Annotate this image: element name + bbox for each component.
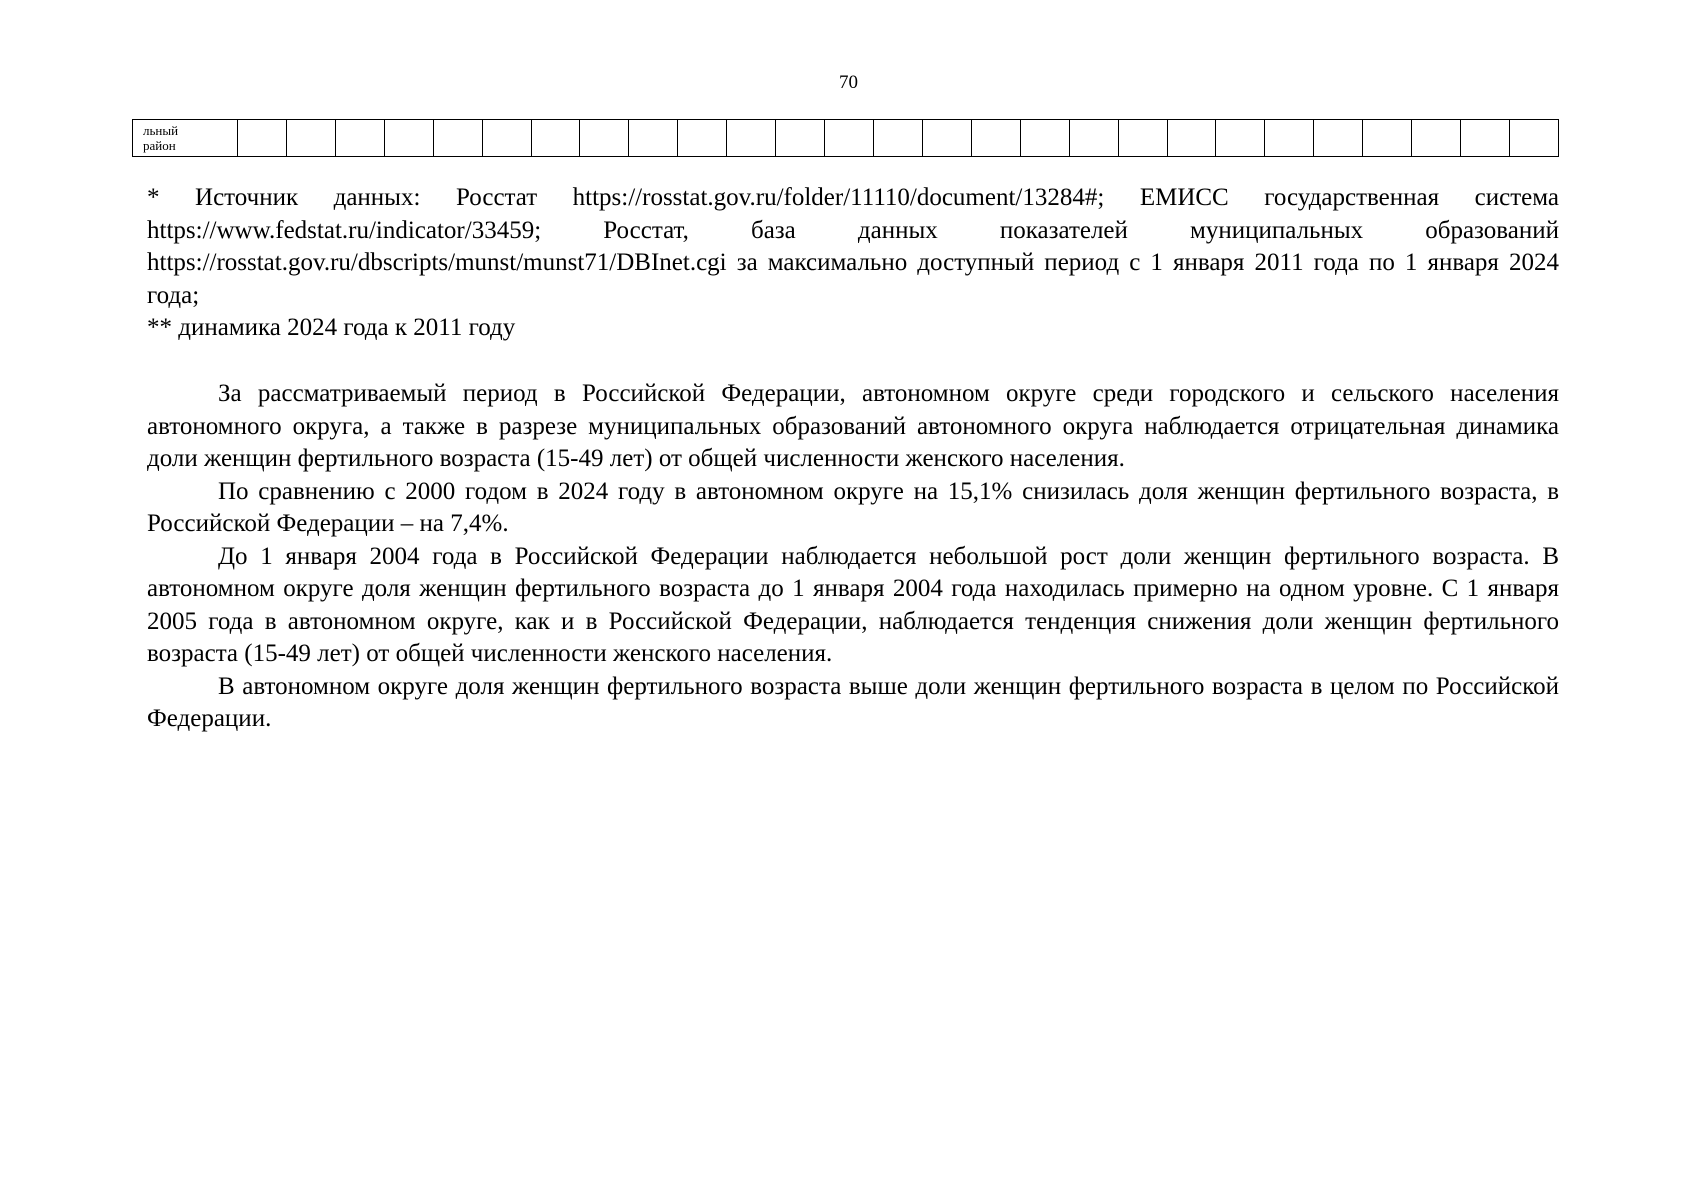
paragraph-3: До 1 января 2004 года в Российской Федерации наблюдается небольшой рост доли женщин фертильного возраста. В автономном округе доля женщин фертильного возраста до 1 января 2004 года находилась примерно на одном уровне. С 1 января 2005 года в автономном округе, как и в Российской Федерации, наблюдается тенденция снижения доли женщин фертильного возраста (15-49 лет) от общей численности женского населения. (147, 542, 1559, 667)
table-cell-empty (825, 120, 874, 157)
footnote-dynamics: ** динамика 2024 года к 2011 году (147, 314, 516, 341)
table-cell-empty (384, 120, 433, 157)
table-cell-empty (1314, 120, 1363, 157)
table-label-line-2: район (143, 138, 176, 153)
table-cell-empty (482, 120, 531, 157)
table-cell-empty (922, 120, 971, 157)
table-cell-empty (1069, 120, 1118, 157)
table-label-line-1: льный (143, 123, 179, 138)
table-cell-empty (1118, 120, 1167, 157)
paragraph-1: За рассматриваемый период в Российской Федерации, автономном округе среди городского и сельского населения автономного округа, а также в разрезе муниципальных образований автономного округа наблюдается отрицательная динамика доли женщин фертильного возраста (15-49 лет) от общей численности женского населения. (147, 380, 1559, 472)
paragraph-2: По сравнению с 2000 годом в 2024 году в автономном округе на 15,1% снизилась доля женщин фертильного возраста, в Российской Федерации – на 7,4%. (147, 477, 1559, 537)
table-cell-empty (1363, 120, 1412, 157)
table-fragment (132, 119, 1559, 157)
table-cell-empty (335, 120, 384, 157)
table-cell-empty (1167, 120, 1216, 157)
table-cell-empty (1020, 120, 1069, 157)
table-row (133, 120, 1559, 157)
table-cell-empty (580, 120, 629, 157)
table-cell-empty (531, 120, 580, 157)
table-cell-empty (776, 120, 825, 157)
table-cell-empty (1265, 120, 1314, 157)
table-cell-empty (238, 120, 287, 157)
table-cell-empty (1461, 120, 1510, 157)
table-cell-empty (727, 120, 776, 157)
body-text (147, 378, 1559, 736)
table-cell-empty (433, 120, 482, 157)
footnote-source: * Источник данных: Росстат https://rosstat.gov.ru/folder/11110/document/13284#; ЕМИСС государственная система https://www.fedstat.ru/indicator/33459; Росстат, база данных показателей муниципальных образований https://rosstat.gov.ru/dbscripts/munst/munst71/DBInet.cgi за максимально доступный период с 1 января 2011 года по 1 января 2024 года; (147, 184, 1559, 309)
table-cell-empty (286, 120, 335, 157)
table-cell-empty (629, 120, 678, 157)
table-cell-empty (1216, 120, 1265, 157)
table-cell-empty (1412, 120, 1461, 157)
table-cell-empty (873, 120, 922, 157)
table-cell-empty (971, 120, 1020, 157)
table-cell-label (133, 120, 238, 157)
page-number: 70 (839, 72, 858, 93)
table-cell-empty (1509, 120, 1558, 157)
table-cell-empty (678, 120, 727, 157)
paragraph-4: В автономном округе доля женщин фертильного возраста выше доли женщин фертильного возраста в целом по Российской Федерации. (147, 672, 1559, 732)
footnotes (147, 182, 1559, 345)
